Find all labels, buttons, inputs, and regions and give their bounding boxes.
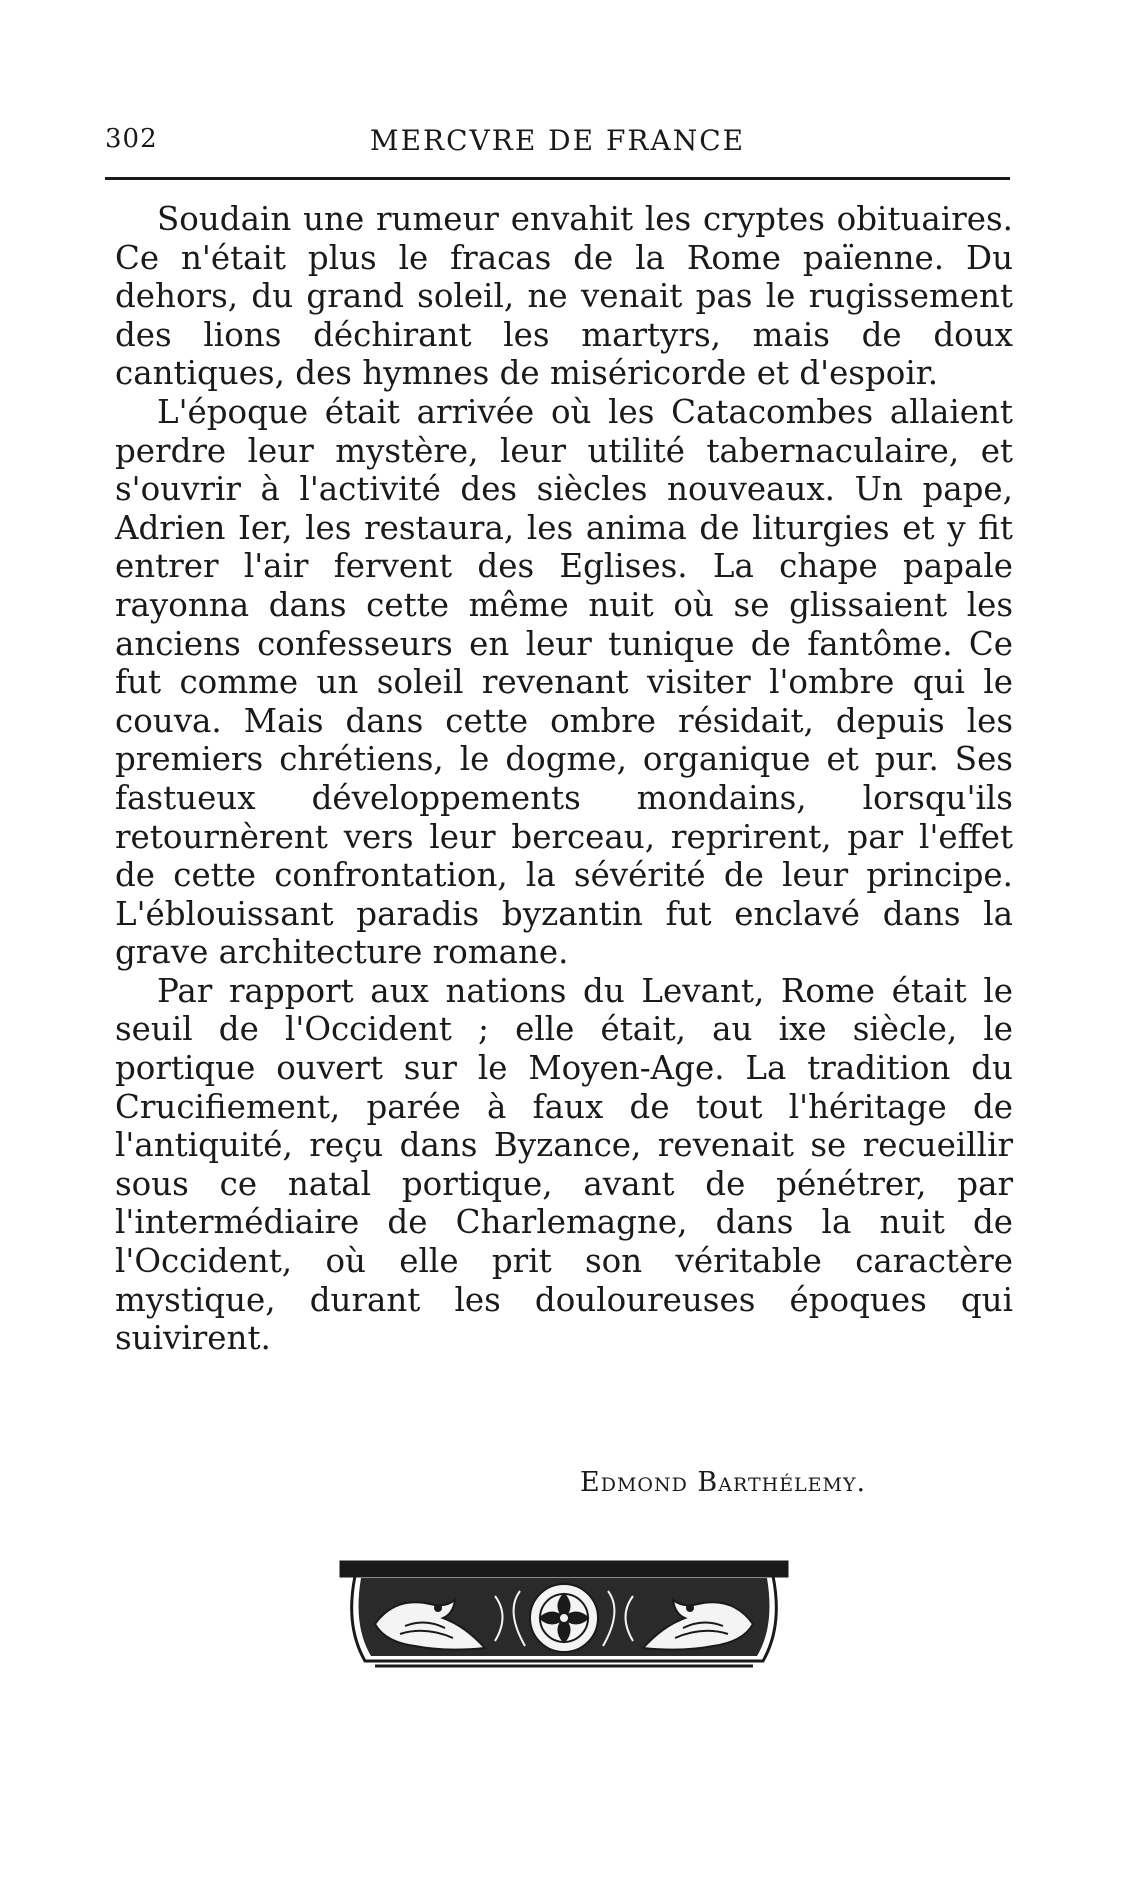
paragraph-3: Par rapport aux nations du Levant, Rome était le seuil de l'Occident ; elle était, au ixe siècle, le portique ouvert sur le Moyen-Age. La tradition du Crucifiement, parée à faux de tout l'héritage de l'antiquité, reçu dans Byzance, revenait se recueillir sous ce natal portique, avant de pénétrer, par l'intermédiaire de Charlemagne, dans la nuit de l'Occident, où elle prit son véritable caractère mystique, durant les douloureuses époques qui suivirent. [115,971,1013,1358]
author-signature: Edmond Barthélemy. [580,1467,867,1498]
page-number: 302 [105,124,158,154]
article-body [115,200,1013,1358]
paragraph-2: L'époque était arrivée où les Catacombes allaient perdre leur mystère, leur utilité tabernaculaire, et s'ouvrir à l'activité des siècles nouveaux. Un pape, Adrien Ier, les restaura, les anima de liturgies et y fit entrer l'air fervent des Eglises. La chape papale rayonna dans cette même nuit où se glissaient les anciens confesseurs en leur tunique de fantôme. Ce fut comme un soleil revenant visiter l'ombre qui le couva. Mais dans cette ombre résidait, depuis les premiers chrétiens, le dogme, organique et pur. Ses fastueux développements mondains, lorsqu'ils retournèrent vers leur berceau, reprirent, par l'effet de cette confrontation, la sévérité de leur principe. L'éblouissant paradis byzantin fut enclavé dans la grave architecture romane. [115,392,1013,972]
header-rule [105,177,1010,180]
running-head [105,124,1010,164]
paragraph-1: Soudain une rumeur envahit les cryptes obituaires. Ce n'était plus le fracas de la Rome païenne. Du dehors, du grand soleil, ne venait pas le rugissement des lions déchirant les martyrs, mais de doux cantiques, des hymnes de miséricorde et d'espoir. [115,200,1013,393]
tailpiece-birds-rosette-icon [335,1556,793,1676]
journal-title: MERCVRE DE FRANCE [369,124,746,157]
